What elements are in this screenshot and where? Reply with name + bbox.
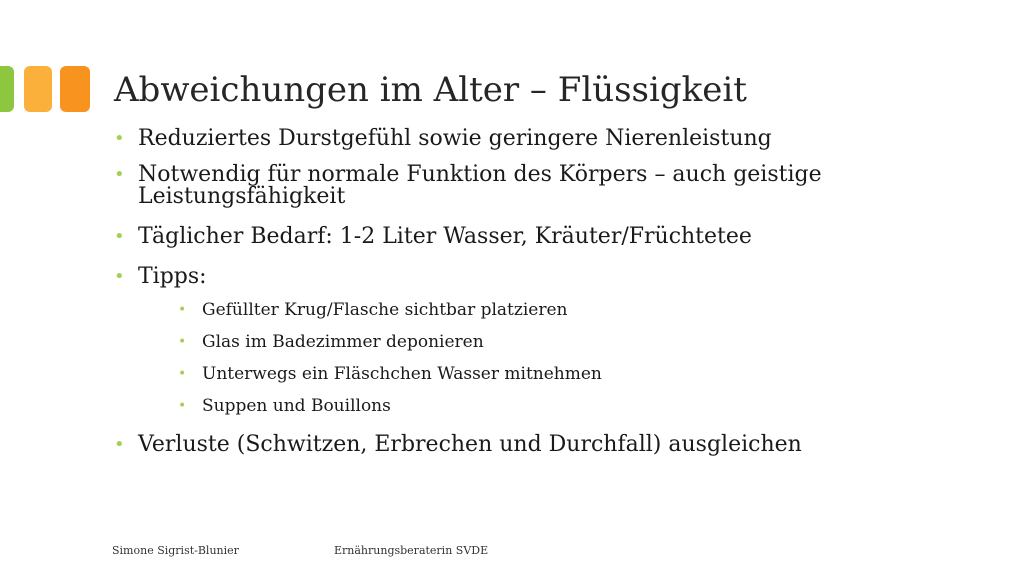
bullet-list <box>112 122 992 456</box>
sub-bullet-item: • Glas im Badezimmer deponieren <box>178 332 992 352</box>
accent-bars-decoration <box>0 66 92 112</box>
accent-bar-orange <box>60 66 90 112</box>
accent-bar-yellow <box>24 66 52 112</box>
accent-bar-green <box>0 66 14 112</box>
bullet-item-tipps <box>112 266 992 416</box>
tips-sublist <box>138 300 992 416</box>
bullet-item: • Reduziertes Durstgefühl sowie geringere Nierenleistung <box>112 128 992 150</box>
footer-role: Ernährungsberaterin SVDE <box>334 544 489 557</box>
bullet-item-label: Tipps: <box>138 264 207 289</box>
bullet-item: • Notwendig für normale Funktion des Körpers – auch geistige Leistungsfähigkeit <box>112 164 992 208</box>
sub-bullet-item: • Suppen und Bouillons <box>178 396 992 416</box>
footer-author: Simone Sigrist-Blunier <box>112 544 239 557</box>
sub-bullet-item: • Gefüllter Krug/Flasche sichtbar platzieren <box>178 300 992 320</box>
sub-bullet-item: • Unterwegs ein Fläschchen Wasser mitnehmen <box>178 364 992 384</box>
bullet-item: • Verluste (Schwitzen, Erbrechen und Durchfall) ausgleichen <box>112 434 992 456</box>
bullet-item: • Täglicher Bedarf: 1-2 Liter Wasser, Kräuter/Früchtetee <box>112 226 992 248</box>
slide-title: Abweichungen im Alter – Flüssigkeit <box>114 70 747 110</box>
